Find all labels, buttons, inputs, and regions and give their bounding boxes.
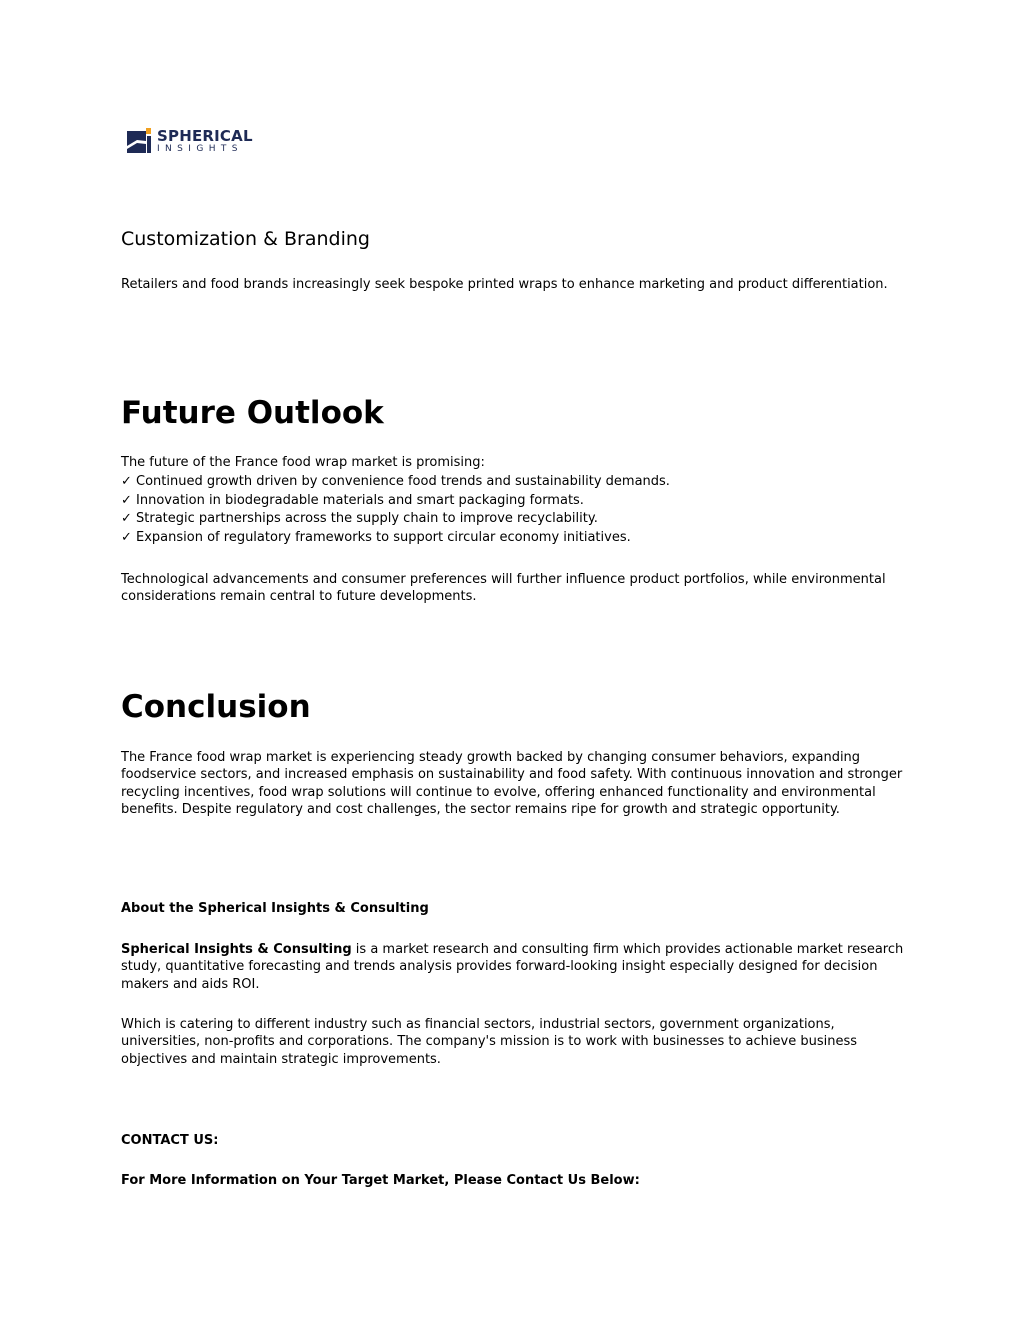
outlook-item: ✓ Strategic partnerships across the supply chain to improve recyclability. [121, 511, 598, 527]
outlook-item: ✓ Expansion of regulatory frameworks to support circular economy initiatives. [121, 530, 631, 546]
outlook-item: ✓ Continued growth driven by convenience food trends and sustainability demands. [121, 473, 670, 489]
outlook-text: Technological advancements and consumer preferences will further influence product portfolios, while environmental considerations remain central to future developments. [121, 572, 886, 605]
outlook-item: ✓ Innovation in biodegradable materials and smart packaging formats. [121, 492, 584, 508]
outlook-intro: The future of the France food wrap market is promising: [121, 455, 485, 470]
future-outlook-heading: Future Outlook [121, 395, 384, 431]
about-heading: About the Spherical Insights & Consulting [121, 901, 429, 916]
logo-tagline: INSIGHTS [157, 143, 243, 154]
about-paragraph-1 [121, 941, 911, 993]
about-paragraph-2: Which is catering to different industry such as financial sectors, industrial sectors, government organizations, universities, non-profits and corporations. The company's mission is to work with businesses to achieve business objectives and maintain strategic improvements. [121, 1017, 857, 1067]
conclusion-text: The France food wrap market is experiencing steady growth backed by changing consumer behaviors, expanding foodservice sectors, and increased emphasis on sustainability and food safety. With continuous innovation and stronger recycling incentives, food wrap solutions will continue to evolve, offering enhanced functionality and environmental benefits. Despite regulatory and cost challenges, the sector remains ripe for growth and strategic opportunity. [121, 750, 903, 818]
conclusion-heading: Conclusion [121, 689, 311, 725]
customization-heading: Customization & Branding [121, 228, 370, 250]
contact-heading: CONTACT US: [121, 1133, 219, 1148]
spherical-insights-logo [127, 128, 253, 155]
company-name: Spherical Insights & Consulting [121, 942, 352, 957]
logo-mark-icon [127, 128, 152, 155]
outlook-list [121, 454, 911, 548]
customization-text: Retailers and food brands increasingly seek bespoke printed wraps to enhance marketing and product differentiation. [121, 277, 888, 292]
contact-text: For More Information on Your Target Market, Please Contact Us Below: [121, 1173, 640, 1188]
logo-name: SPHERICAL [157, 126, 253, 145]
about-text-1: is a market research and consulting firm which provides actionable market research study, quantitative forecasting and trends analysis provides forward-looking insight especially designed for decision makers and aids ROI. [121, 942, 904, 992]
